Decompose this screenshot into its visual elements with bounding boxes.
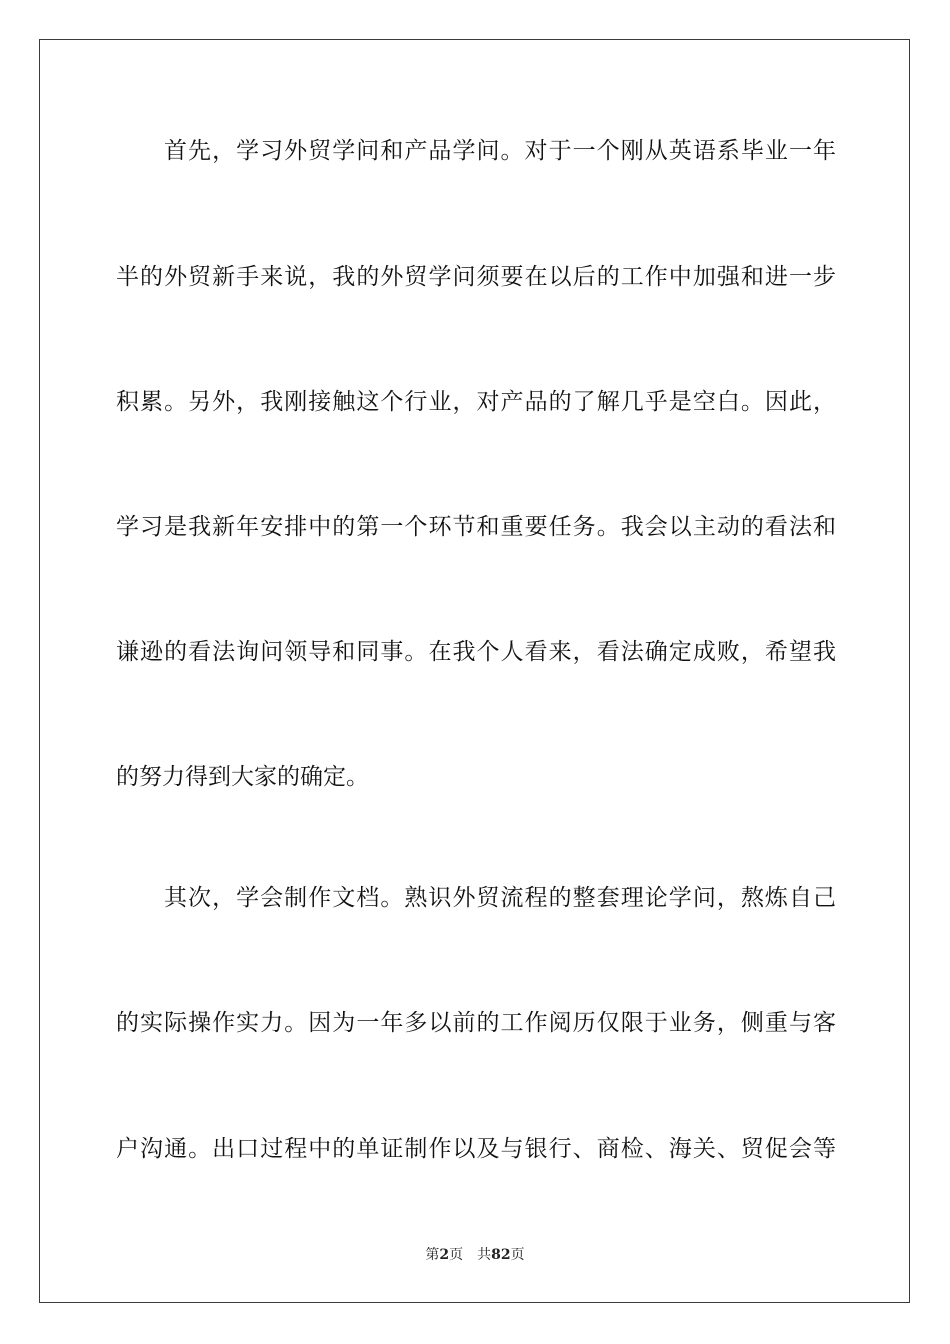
paragraph-2-line-2: 的实际操作实力。因为一年多以前的工作阅历仅限于业务，侧重与客 <box>116 1010 836 1036</box>
footer-total-pages: 82 <box>491 1247 511 1263</box>
paragraph-1-line-1: 首先，学习外贸学问和产品学问。对于一个刚从英语系毕业一年 <box>164 138 836 164</box>
footer-prefix: 第 <box>425 1247 440 1263</box>
footer-total-prefix: 共 <box>477 1247 492 1263</box>
paragraph-1-line-3: 积累。另外，我刚接触这个行业，对产品的了解几乎是空白。因此， <box>116 389 836 415</box>
paragraph-2-line-3: 户沟通。出口过程中的单证制作以及与银行、商检、海关、贸促会等 <box>116 1136 836 1162</box>
page-footer <box>0 1246 950 1264</box>
footer-page-suffix: 页 <box>449 1247 464 1263</box>
paragraph-1-line-2: 半的外贸新手来说，我的外贸学问须要在以后的工作中加强和进一步 <box>116 264 836 290</box>
paragraph-1-line-4: 学习是我新年安排中的第一个环节和重要任务。我会以主动的看法和 <box>116 514 836 540</box>
paragraph-2-line-1: 其次，学会制作文档。熟识外贸流程的整套理论学问，熬炼自己 <box>164 885 836 911</box>
footer-page-number: 2 <box>439 1247 450 1263</box>
paragraph-1-line-5: 谦逊的看法询问领导和同事。在我个人看来，看法确定成败，希望我 <box>116 639 836 665</box>
paragraph-1-line-6: 的努力得到大家的确定。 <box>116 764 369 790</box>
footer-total-suffix: 页 <box>510 1247 525 1263</box>
page-border <box>39 39 910 1303</box>
